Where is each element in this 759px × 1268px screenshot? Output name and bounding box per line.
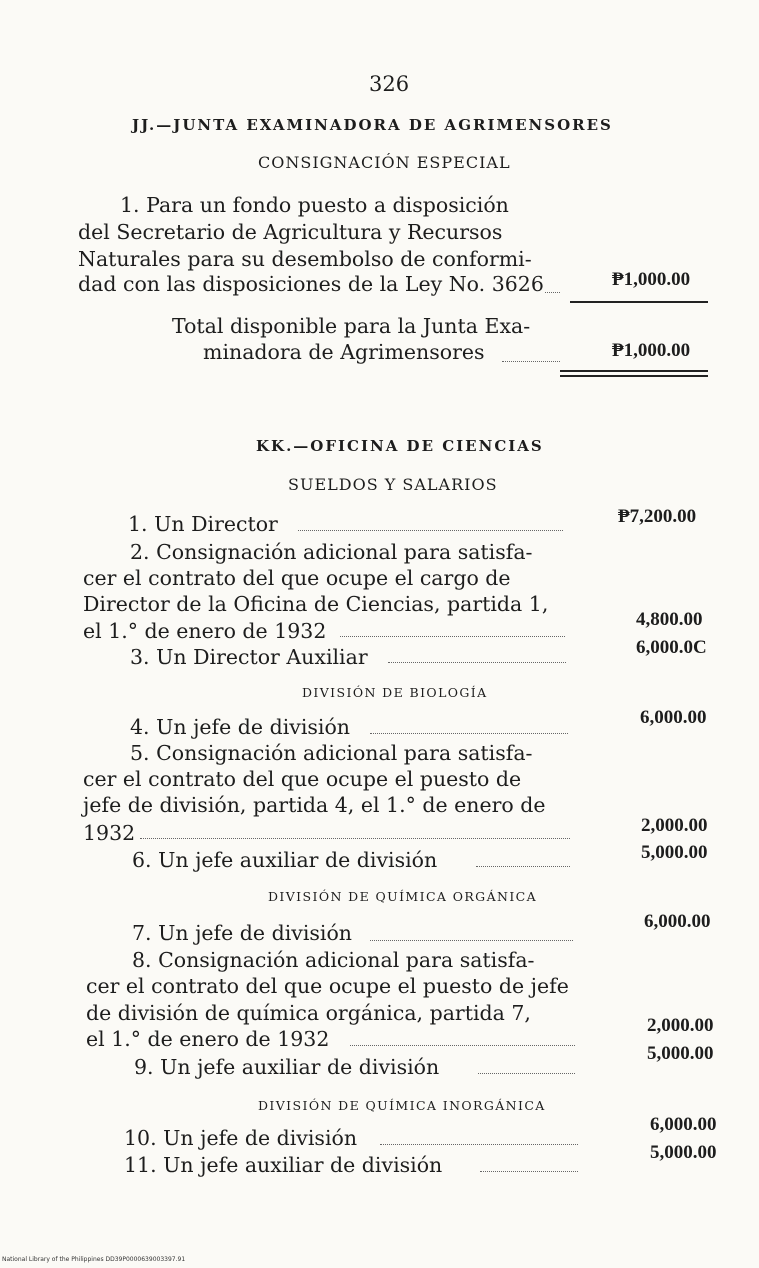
leader-dots xyxy=(370,940,573,941)
kk-item8-amount: 2,000.00 xyxy=(647,1015,714,1036)
section-jj-title: JJ.—JUNTA EXAMINADORA DE AGRIMENSORES xyxy=(132,116,613,134)
kk-item10-amount: 6,000.00 xyxy=(650,1114,717,1135)
kk-item9: 9. Un jefe auxiliar de división xyxy=(134,1055,440,1079)
leader-dots xyxy=(478,1073,575,1074)
kk-item5-line3: jefe de división, partida 4, el 1.° de enero de xyxy=(83,793,546,817)
kk-item11: 11. Un jefe auxiliar de división xyxy=(124,1153,443,1177)
division-quimica-organica-heading: DIVISIÓN DE QUÍMICA ORGÁNICA xyxy=(268,889,538,904)
kk-item2-line2: cer el contrato del que ocupe el cargo de xyxy=(83,566,511,590)
leader-dots xyxy=(340,636,565,637)
kk-item9-amount: 5,000.00 xyxy=(647,1043,714,1064)
jj-total-line2: minadora de Agrimensores xyxy=(203,340,485,364)
leader-dots xyxy=(388,662,566,663)
leader-dots xyxy=(545,292,560,293)
scan-footer: National Library of the Philippines DD39P0000639003397.91 xyxy=(2,1256,186,1263)
kk-item8-line4: el 1.° de enero de 1932 xyxy=(86,1027,330,1051)
jj-total-amount: ₱1,000.00 xyxy=(612,340,691,361)
leader-dots xyxy=(140,838,570,839)
jj-item1-line1: 1. Para un fondo puesto a disposición xyxy=(120,193,509,217)
kk-item8-line3: de división de química orgánica, partida 7, xyxy=(86,1001,531,1025)
kk-item4-amount: 6,000.00 xyxy=(640,707,707,728)
kk-item2-line3: Director de la Oficina de Ciencias, partida 1, xyxy=(83,592,549,616)
kk-item7: 7. Un jefe de división xyxy=(132,921,353,945)
total-double-rule-bottom xyxy=(560,375,708,377)
jj-item1-amount: ₱1,000.00 xyxy=(612,269,691,290)
leader-dots xyxy=(480,1171,578,1172)
total-double-rule-top xyxy=(560,370,708,372)
kk-item8-line2: cer el contrato del que ocupe el puesto de jefe xyxy=(86,974,569,998)
kk-item6: 6. Un jefe auxiliar de división xyxy=(132,848,438,872)
section-jj-subtitle: CONSIGNACIÓN ESPECIAL xyxy=(258,153,511,172)
division-quimica-inorganica-heading: DIVISIÓN DE QUÍMICA INORGÁNICA xyxy=(258,1098,546,1113)
jj-item1-line4: dad con las disposiciones de la Ley No. 3626 xyxy=(78,272,544,296)
leader-dots xyxy=(380,1144,578,1145)
jj-item1-line2: del Secretario de Agricultura y Recursos xyxy=(78,220,503,244)
kk-item3-amount: 6,000.0C xyxy=(636,637,707,658)
kk-item1: 1. Un Director xyxy=(128,512,278,536)
kk-item5-line1: 5. Consignación adicional para satisfa- xyxy=(130,741,533,765)
kk-item2-line1: 2. Consignación adicional para satisfa- xyxy=(130,540,533,564)
leader-dots xyxy=(350,1045,575,1046)
leader-dots xyxy=(502,361,560,362)
kk-item10: 10. Un jefe de división xyxy=(124,1126,358,1150)
kk-item8-line1: 8. Consignación adicional para satisfa- xyxy=(132,948,535,972)
page-number: 326 xyxy=(369,72,410,96)
section-kk-title: KK.—OFICINA DE CIENCIAS xyxy=(256,437,544,455)
leader-dots xyxy=(298,530,563,531)
kk-item6-amount: 5,000.00 xyxy=(641,842,708,863)
kk-item3: 3. Un Director Auxiliar xyxy=(130,645,368,669)
kk-item11-amount: 5,000.00 xyxy=(650,1142,717,1163)
leader-dots xyxy=(476,866,570,867)
kk-item7-amount: 6,000.00 xyxy=(644,911,711,932)
kk-item2-line4: el 1.° de enero de 1932 xyxy=(83,619,327,643)
kk-item5-amount: 2,000.00 xyxy=(641,815,708,836)
jj-item1-line3: Naturales para su desembolso de conformi- xyxy=(78,247,532,271)
kk-item2-amount: 4,800.00 xyxy=(636,609,703,630)
leader-dots xyxy=(370,733,568,734)
kk-item1-amount: ₱7,200.00 xyxy=(618,506,697,527)
kk-item4: 4. Un jefe de división xyxy=(130,715,351,739)
jj-total-line1: Total disponible para la Junta Exa- xyxy=(172,314,531,338)
subtotal-rule xyxy=(570,301,708,303)
kk-item5-line2: cer el contrato del que ocupe el puesto de xyxy=(83,767,522,791)
kk-item5-line4: 1932 xyxy=(83,821,136,845)
division-biologia-heading: DIVISIÓN DE BIOLOGÍA xyxy=(302,685,488,700)
section-kk-subtitle: SUELDOS Y SALARIOS xyxy=(288,475,498,494)
